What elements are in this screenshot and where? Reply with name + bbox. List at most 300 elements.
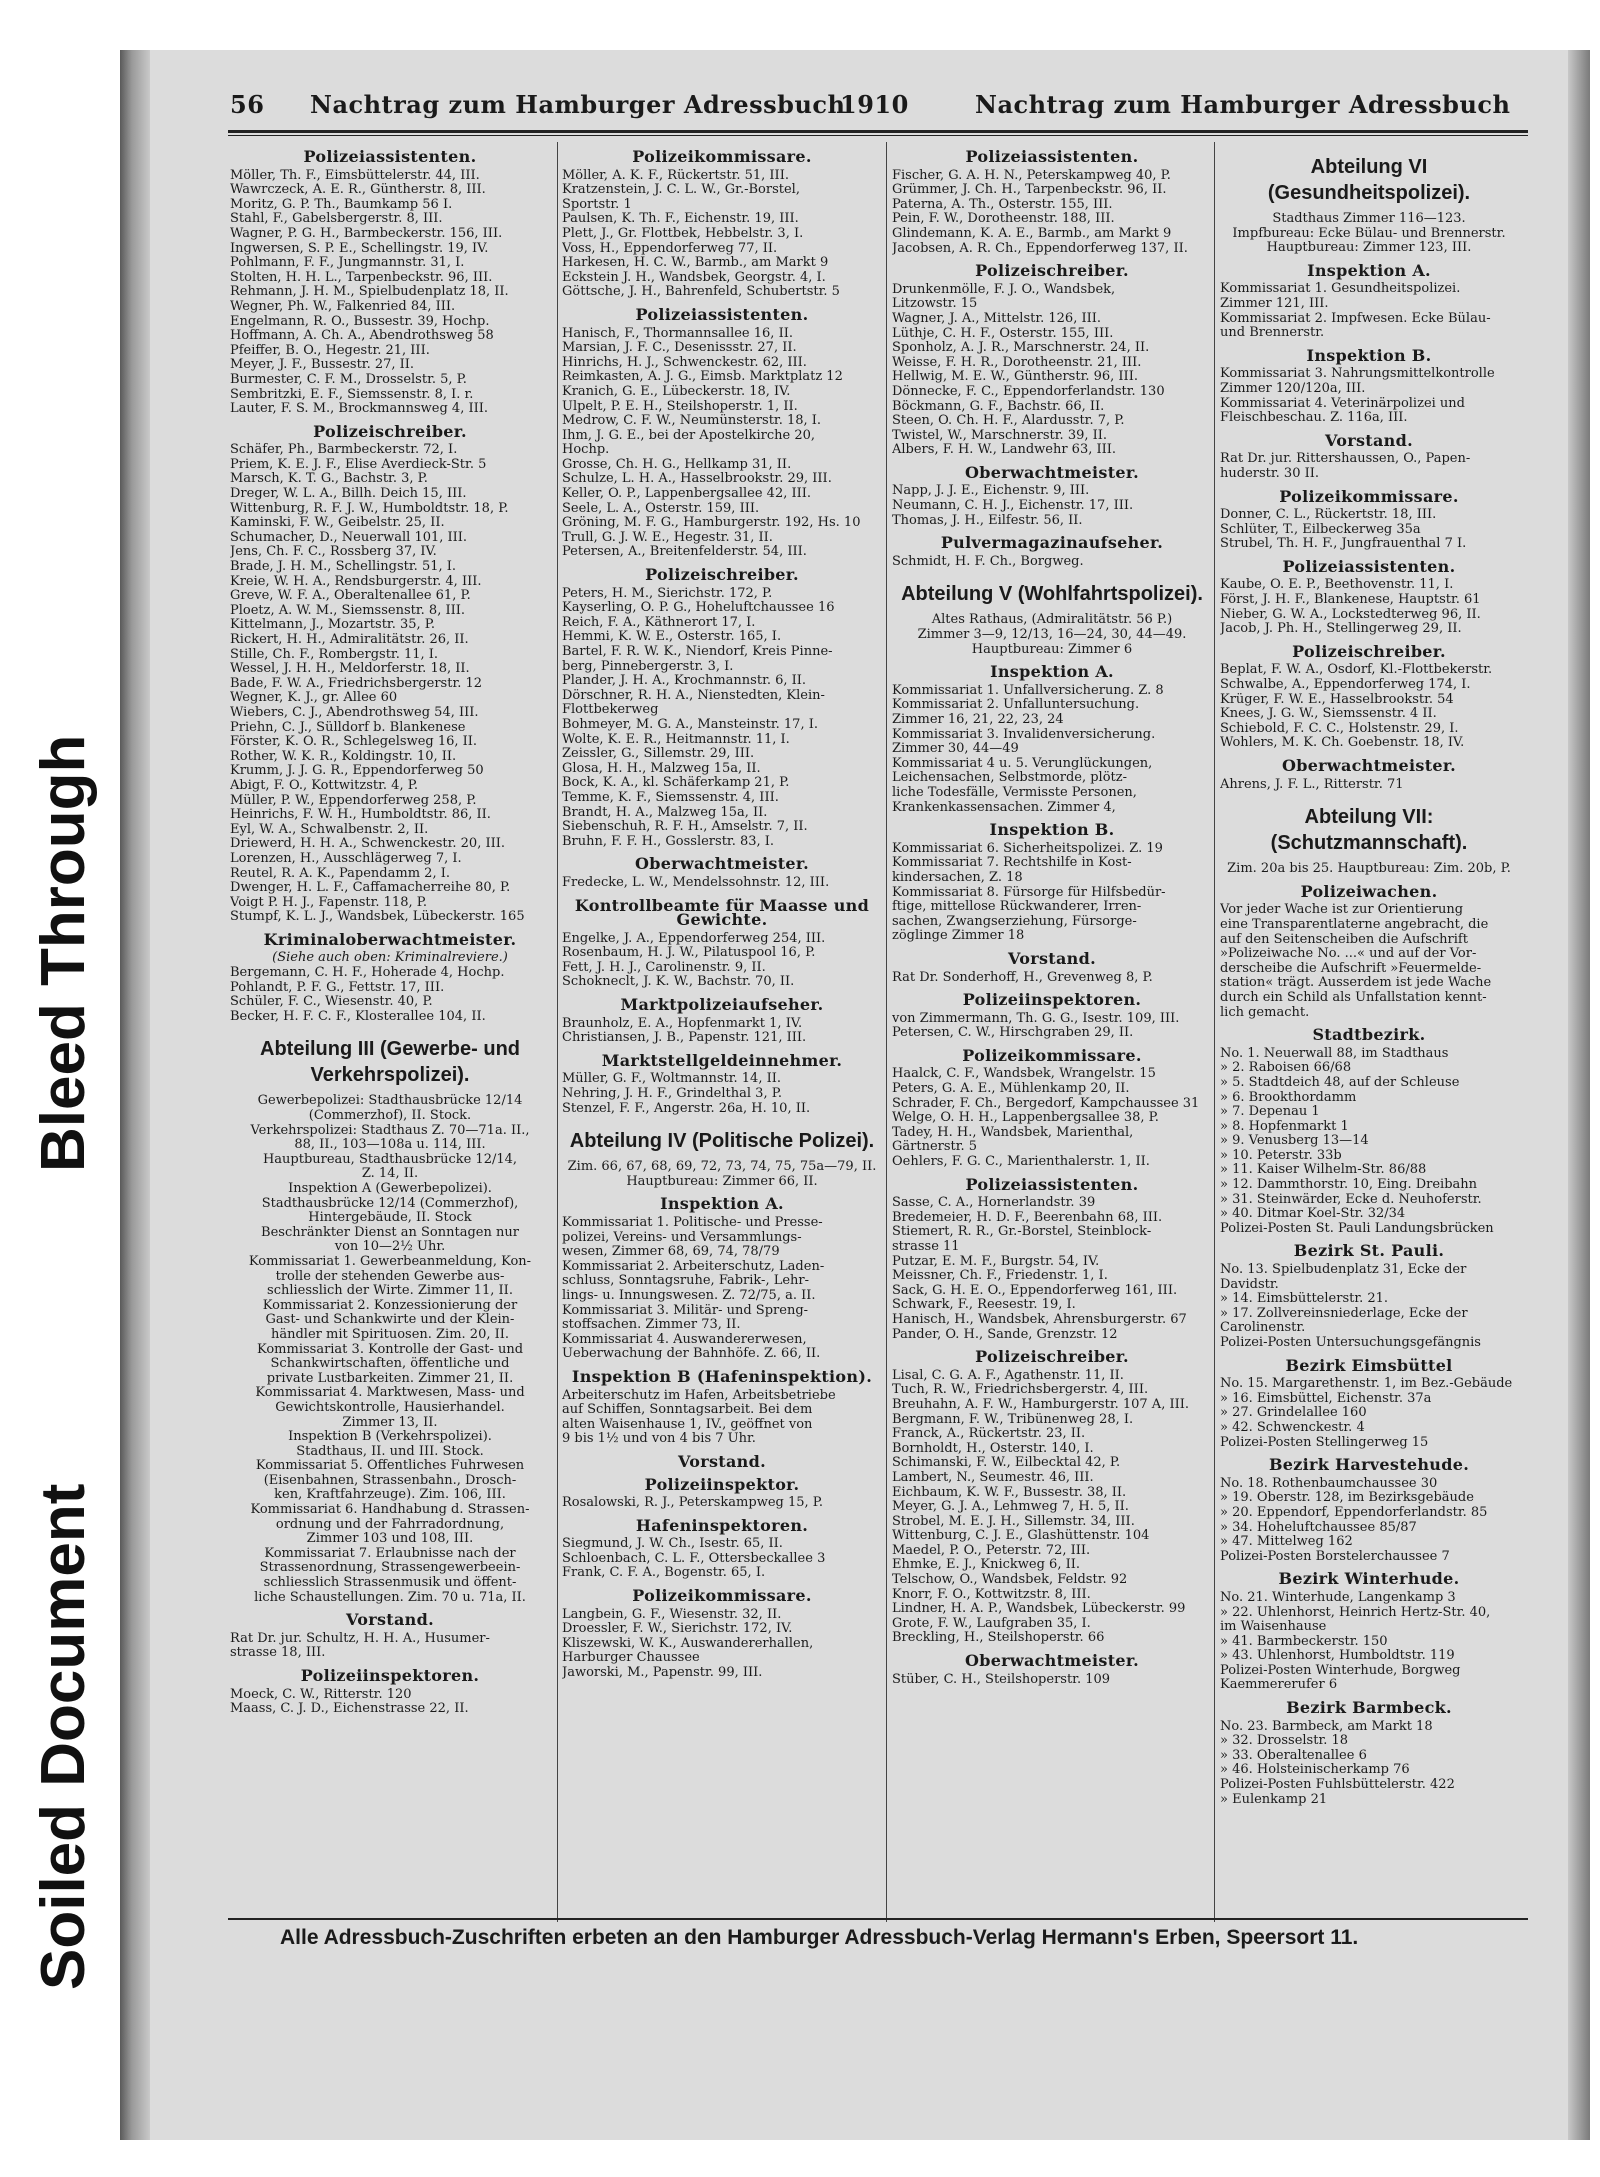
directory-entry: Schüler, F. C., Wiesenstr. 40, P. xyxy=(230,995,433,1010)
directory-entry: Eichbaum, K. W. F., Bussestr. 38, II. xyxy=(892,1485,1127,1500)
directory-entry: Zim. 20a bis 25. Hauptbureau: Zim. 20b, P. xyxy=(1227,862,1511,877)
directory-entry: Pander, O. H., Sande, Grenzstr. 12 xyxy=(892,1327,1118,1342)
directory-entry: Haalck, C. F., Wandsbek, Wrangelstr. 15 xyxy=(892,1067,1156,1082)
directory-entry: Brandt, H. A., Malzweg 15a, II. xyxy=(562,805,768,820)
directory-entry: Kayserling, O. P. G., Hoheluftchaussee 16 xyxy=(562,601,835,616)
directory-entry: Polizei-Posten Borstelerchaussee 7 xyxy=(1220,1549,1450,1564)
directory-entry: Krumm, J. J. G. R., Eppendorferweg 50 xyxy=(230,764,484,779)
directory-entry: Bartel, F. R. W. K., Niendorf, Kreis Pinne- xyxy=(562,645,833,659)
directory-entry: Lauter, F. S. M., Brockmannsweg 4, III. xyxy=(230,402,488,417)
directory-entry: Neumann, C. H. J., Eichenstr. 17, III. xyxy=(892,499,1134,514)
directory-entry: station« trägt. Ausserdem ist jede Wache xyxy=(1220,976,1492,991)
directory-entry: Kommissariat 3. Militär- und Spreng- xyxy=(562,1303,809,1318)
directory-entry: ftige, mittellose Rückwanderer, Irren- xyxy=(892,900,1142,915)
directory-entry: Donner, C. L., Rückertstr. 18, III. xyxy=(1220,508,1437,523)
directory-entry: Gewichtskontrolle, Hausierhandel. xyxy=(275,1400,505,1415)
directory-entry: Davidstr. xyxy=(1220,1277,1279,1292)
scanned-page xyxy=(120,50,1590,2140)
directory-entry: Schankwirtschaften, öffentliche und xyxy=(270,1357,510,1372)
directory-entry: Altes Rathaus, (Admiralitätstr. 56 P.) xyxy=(931,613,1173,628)
directory-entry: Sasse, C. A., Hornerlandstr. 39 xyxy=(892,1196,1096,1211)
directory-entry: Siebenschuh, R. F. H., Amselstr. 7, II. xyxy=(562,820,808,835)
directory-entry: Breckling, H., Steilshoperstr. 66 xyxy=(892,1631,1105,1646)
directory-entry: Zimmer 13, II. xyxy=(342,1415,438,1430)
directory-entry: Kommissariat 3. Nahrungsmittelkontrolle xyxy=(1220,367,1495,382)
directory-entry: Gärtnerstr. 5 xyxy=(892,1140,978,1155)
directory-entry: Bruhn, F. F. H., Gosslerstr. 83, I. xyxy=(562,834,775,849)
directory-entry: Maedel, P. O., Peterstr. 72, III. xyxy=(892,1543,1091,1558)
department-heading: Abteilung VI (Gesundheitspolizei). xyxy=(1267,156,1471,204)
directory-entry: » 20. Eppendorf, Eppendorferlandstr. 85 xyxy=(1220,1505,1488,1520)
section-note: (Siehe auch oben: Kriminalreviere.) xyxy=(272,951,508,966)
section-heading: Inspektion B. xyxy=(1306,345,1432,365)
directory-entry: Zeissler, G., Sillemstr. 29, III. xyxy=(562,747,755,762)
directory-entry: (Commerzhof), II. Stock. xyxy=(308,1109,472,1124)
directory-entry: Lambert, N., Seumestr. 46, III. xyxy=(892,1470,1094,1485)
directory-entry: Zimmer 3—9, 12/13, 16—24, 30, 44—49. xyxy=(917,628,1187,643)
directory-entry: Kratzenstein, J. C. L. W., Gr.-Borstel, xyxy=(562,183,800,198)
directory-entry: Kommissariat 3. Invalidenversicherung. xyxy=(892,727,1156,742)
directory-entry: Lisal, C. G. A. F., Agathenstr. 11, II. xyxy=(892,1368,1124,1383)
directory-entry: Schulze, L. H. A., Hasselbrookstr. 29, III. xyxy=(562,472,832,487)
directory-entry: Flottbekerweg xyxy=(562,703,659,718)
directory-entry: Pohlandt, P. F. G., Fettstr. 17, III. xyxy=(230,980,445,995)
directory-entry: Christiansen, J. B., Papenstr. 121, III. xyxy=(562,1031,807,1046)
section-heading: Polizeikommissare. xyxy=(1279,486,1459,506)
directory-entry: Wegner, Ph. W., Falkenried 84, III. xyxy=(230,299,456,314)
directory-entry: Lüthje, C. H. F., Osterstr. 155, III. xyxy=(892,326,1114,341)
directory-entry: Kommissariat 2. Unfalluntersuchung. xyxy=(892,698,1140,713)
directory-entry: » 42. Schwenckestr. 4 xyxy=(1220,1420,1365,1435)
directory-entry: Rosenbaum, H. J. W., Pilatuspool 16, P. xyxy=(562,946,816,961)
directory-entry: Hauptbureau: Zimmer 123, III. xyxy=(1266,241,1472,256)
directory-entry: » 2. Raboisen 66/68 xyxy=(1220,1061,1352,1076)
directory-entry: Hinrichs, H. J., Schwenckestr. 62, III. xyxy=(562,355,807,370)
directory-entry: Moeck, C. W., Ritterstr. 120 xyxy=(230,1687,412,1702)
directory-entry: Franck, A., Rückertstr. 23, II. xyxy=(892,1427,1086,1442)
section-heading: Vorstand. xyxy=(346,1610,434,1630)
directory-entry: 9 bis 1½ und von 4 bis 7 Uhr. xyxy=(562,1432,756,1447)
directory-entry: No. 15. Margarethenstr. 1, im Bez.-Gebäude xyxy=(1220,1377,1513,1392)
soiled-document-label: Soiled Document xyxy=(29,1483,98,1990)
directory-entry: » 5. Stadtdeich 48, auf der Schleuse xyxy=(1220,1075,1460,1090)
directory-entry: Impfbureau: Ecke Bülau- und Brennerstr. xyxy=(1232,226,1506,241)
directory-entry: Braunholz, E. A., Hopfenmarkt 1, IV. xyxy=(562,1016,803,1031)
directory-entry: » 8. Hopfenmarkt 1 xyxy=(1220,1119,1349,1134)
directory-entry: Frank, C. F. A., Bogenstr. 65, I. xyxy=(562,1566,766,1581)
directory-entry: berg, Pinnebergerstr. 3, I. xyxy=(562,659,734,674)
directory-entry: Kommissariat 1. Gewerbeanmeldung, Kon- xyxy=(248,1254,532,1269)
directory-entry: Kliszewski, W. K., Auswandererhallen, xyxy=(562,1636,814,1651)
directory-entry: Paulsen, K. Th. F., Eichenstr. 19, III. xyxy=(562,212,799,227)
directory-entry: ken, Kraftfahrzeuge). Zim. 106, III. xyxy=(274,1488,506,1503)
directory-entry: Vor jeder Wache ist zur Orientierung xyxy=(1220,903,1464,918)
directory-entry: Eyl, W. A., Schwalbenstr. 2, II. xyxy=(230,822,429,837)
directory-entry: trolle der stehenden Gewerbe aus- xyxy=(275,1269,505,1284)
directory-entry: Kommissariat 3. Kontrolle der Gast- und xyxy=(256,1342,524,1357)
directory-entry: » 43. Uhlenhorst, Humboldtstr. 119 xyxy=(1220,1649,1455,1664)
directory-entry: Twistel, W., Marschnerstr. 39, II. xyxy=(892,428,1108,443)
directory-entry: Stadthaus, II. und III. Stock. xyxy=(296,1444,484,1459)
header-rule xyxy=(228,130,1528,133)
section-heading: Bezirk Barmbeck. xyxy=(1286,1698,1452,1718)
directory-entry: Bock, K. A., kl. Schäferkamp 21, P. xyxy=(562,776,790,791)
directory-entry: Kaemmererufer 6 xyxy=(1220,1678,1338,1693)
directory-entry: Schokneclt, J. K. W., Bachstr. 70, II. xyxy=(562,975,795,990)
directory-entry: Jacob, J. Ph. H., Stellingerweg 29, II. xyxy=(1220,622,1462,637)
directory-entry: Beschränkter Dienst an Sonntagen nur xyxy=(261,1225,519,1240)
directory-entry: Stolten, H. H. L., Tarpenbeckstr. 96, III. xyxy=(230,270,493,285)
directory-entry: » 46. Holsteinischerkamp 76 xyxy=(1220,1763,1410,1778)
directory-entry: von 10—2½ Uhr. xyxy=(334,1240,446,1255)
section-heading: Bezirk Eimsbüttel xyxy=(1285,1355,1453,1375)
directory-entry: Schloenbach, C. L. F., Ottersbeckallee 3 xyxy=(562,1551,826,1566)
directory-entry: Kommissariat 2. Konzessionierung der xyxy=(262,1298,518,1313)
directory-entry: Bohmeyer, M. G. A., Mansteinstr. 17, I. xyxy=(562,717,818,732)
directory-entry: » 10. Peterstr. 33b xyxy=(1220,1148,1342,1163)
directory-entry: wesen, Zimmer 68, 69, 74, 78/79 xyxy=(562,1245,780,1260)
directory-entry: Zimmer 121, III. xyxy=(1220,296,1329,311)
directory-entry: Sponholz, A. J. R., Marschnerstr. 24, II. xyxy=(892,341,1150,356)
directory-entry: Grote, F. W., Laufgraben 35, I. xyxy=(892,1616,1091,1631)
directory-entry: stoffsachen. Zimmer 73, II. xyxy=(562,1318,741,1333)
directory-entry: Schlüter, T., Eilbeckerweg 35a xyxy=(1220,522,1421,537)
directory-entry: No. 23. Barmbeck, am Markt 18 xyxy=(1220,1719,1433,1734)
directory-entry: Först, J. H. F., Blankenese, Hauptstr. 61 xyxy=(1220,593,1481,608)
directory-entry: Kommissariat 4. Veterinärpolizei und xyxy=(1220,396,1465,411)
directory-entry: Priehn, C. J., Sülldorf b. Blankenese xyxy=(230,720,466,735)
directory-entry: Breuhahn, A. F. W., Hamburgerstr. 107 A, III. xyxy=(892,1397,1190,1412)
directory-entry: Pfeiffer, B. O., Hegestr. 21, III. xyxy=(230,343,430,358)
directory-entry: Verkehrspolizei: Stadthaus Z. 70—71a. II., xyxy=(250,1123,530,1138)
directory-entry: Grosse, Ch. H. G., Hellkamp 31, II. xyxy=(562,457,792,472)
directory-entry: eine Transparentlaterne angebracht, die xyxy=(1220,917,1489,932)
directory-entry: polizei, Vereins- und Versammlungs- xyxy=(562,1230,802,1245)
directory-entry: Seele, L. A., Osterstr. 159, III. xyxy=(562,501,760,516)
directory-entry: Gast- und Schankwirte und der Klein- xyxy=(265,1313,515,1328)
directory-entry: Kommissariat 5. Öffentliches Fuhrwesen xyxy=(255,1459,525,1474)
section-heading: Hafeninspektoren. xyxy=(635,1515,809,1535)
directory-entry: Wegner, K. J., gr. Allee 60 xyxy=(230,691,398,706)
directory-entry: schluss, Sonntagsruhe, Fabrik-, Lehr- xyxy=(562,1274,810,1289)
directory-entry: » 19. Oberstr. 128, im Bezirksgebäude xyxy=(1220,1491,1474,1506)
directory-entry: schliesslich der Wirte. Zimmer 11, II. xyxy=(267,1284,513,1299)
directory-entry: Marsian, J. F. C., Desenissstr. 27, II. xyxy=(562,341,797,356)
directory-entry: Kommissariat 2. Impfwesen. Ecke Bülau- xyxy=(1220,311,1491,326)
directory-entry: von Zimmermann, Th. G. G., Isestr. 109, III. xyxy=(892,1011,1180,1026)
directory-entry: Stiemert, R. R., Gr.-Borstel, Steinblock- xyxy=(892,1225,1152,1240)
directory-entry: Wittenburg, R. F. J. W., Humboldtstr. 18, P. xyxy=(230,501,509,516)
directory-entry: händler mit Spirituosen. Zim. 20, II. xyxy=(270,1327,510,1342)
header-rule-thin xyxy=(228,135,1528,136)
directory-entry: Albers, F. H. W., Landwehr 63, III. xyxy=(892,443,1117,458)
column-divider xyxy=(1214,142,1215,1922)
directory-entry: liche Todesfälle, Vermisste Personen, xyxy=(892,785,1137,800)
directory-entry: Zimmer 120/120a, III. xyxy=(1220,381,1366,396)
directory-entry: Ploetz, A. W. M., Siemssenstr. 8, III. xyxy=(230,603,465,618)
department-heading: Abteilung III (Gewerbe- und Verkehrspolizei). xyxy=(260,1038,520,1087)
directory-entry: Krüger, F. W. E., Hasselbrookstr. 54 xyxy=(1220,692,1454,707)
directory-entry: Petersen, C. W., Hirschgraben 29, II. xyxy=(892,1026,1134,1041)
directory-entry: Jacobsen, A. R. Ch., Eppendorferweg 137, II. xyxy=(892,241,1188,256)
directory-entry: Reutel, R. A. K., Papendamm 2, I. xyxy=(230,866,450,881)
department-heading: Abteilung VII: (Schutzmannschaft). xyxy=(1270,806,1468,855)
directory-entry: Putzar, E. M. F., Burgstr. 54, IV. xyxy=(892,1254,1100,1269)
directory-entry: » 34. Hoheluftchaussee 85/87 xyxy=(1220,1520,1417,1535)
directory-entry: kindersachen, Z. 18 xyxy=(892,870,1023,885)
directory-entry: » 7. Depenau 1 xyxy=(1220,1105,1320,1120)
directory-entry: Lorenzen, H., Ausschlägerweg 7, I. xyxy=(230,851,462,866)
page-number: 56 xyxy=(230,90,265,119)
directory-entry: Kommissariat 6. Sicherheitspolizei. Z. 19 xyxy=(892,841,1163,856)
directory-entry: Keller, O. P., Lappenbergsallee 42, III. xyxy=(562,487,812,502)
directory-entry: » 27. Grindelallee 160 xyxy=(1220,1406,1367,1421)
section-heading: Inspektion B (Hafeninspektion). xyxy=(571,1366,873,1386)
directory-entry: Bornholdt, H., Osterstr. 140, I. xyxy=(892,1441,1094,1456)
directory-entry: Hoffmann, A. Ch. A., Abendrothsweg 58 xyxy=(230,329,494,344)
directory-entry: strasse 18, III. xyxy=(230,1646,326,1661)
directory-entry: Schiebold, F. C. C., Holstenstr. 29, I. xyxy=(1220,721,1459,736)
directory-entry: Kommissariat 7. Erlaubnisse nach der xyxy=(264,1546,516,1561)
directory-entry: Weisse, F. H. R., Dorotheenstr. 21, III. xyxy=(892,355,1142,370)
directory-entry: Dwenger, H. L. F., Caffamacherreihe 80, P. xyxy=(230,881,511,896)
directory-entry: Polizei-Posten Winterhude, Borgweg xyxy=(1220,1663,1461,1678)
directory-entry: Zimmer 30, 44—49 xyxy=(892,742,1019,757)
directory-entry: » Eulenkamp 21 xyxy=(1220,1792,1328,1807)
directory-entry: Arbeiterschutz im Hafen, Arbeitsbetriebe xyxy=(562,1388,836,1403)
directory-entry: Rosalowski, R. J., Peterskampweg 15, P. xyxy=(562,1496,824,1511)
directory-entry: Engelke, J. A., Eppendorferweg 254, III. xyxy=(562,931,826,946)
directory-entry: Polizei-Posten Fuhlsbüttelerstr. 422 xyxy=(1220,1778,1455,1793)
directory-entry: Stadthaus Zimmer 116—123. xyxy=(1272,212,1466,226)
directory-entry: Schimanski, F. W., Eilbecktal 42, P. xyxy=(892,1456,1121,1471)
directory-entry: Litzowstr. 15 xyxy=(892,297,978,312)
directory-entry: lings- u. Innungswesen. Z. 72/75, a. II. xyxy=(562,1288,816,1303)
directory-entry: Wessel, J. H. H., Meldorferstr. 18, II. xyxy=(230,662,470,677)
directory-entry: Engelmann, R. O., Bussestr. 39, Hochp. xyxy=(230,314,490,329)
directory-entry: Kommissariat 2. Arbeiterschutz, Laden- xyxy=(562,1259,825,1274)
section-heading: Inspektion A. xyxy=(990,662,1114,682)
directory-entry: strasse 11 xyxy=(892,1240,960,1254)
directory-entry: Reich, F. A., Käthnerort 17, I. xyxy=(562,615,756,630)
directory-entry: Temme, K. F., Siemssenstr. 4, III. xyxy=(562,790,779,805)
directory-entry: Eckstein J. H., Wandsbek, Georgstr. 4, I. xyxy=(562,270,826,285)
directory-entry: Rat Dr. jur. Rittershaussen, O., Papen- xyxy=(1220,452,1471,467)
directory-entry: Möller, A. K. F., Rückertstr. 51, III. xyxy=(562,168,789,183)
directory-entry: Petersen, A., Breitenfelderstr. 54, III. xyxy=(562,545,807,560)
directory-entry: Rother, W. K. R., Koldingstr. 10, II. xyxy=(230,749,457,764)
directory-entry: Telschow, O., Wandsbek, Feldstr. 92 xyxy=(892,1573,1128,1588)
directory-entry: Maass, C. J. D., Eichenstrasse 22, II. xyxy=(230,1702,469,1717)
directory-entry: auf den Seitenscheiben die Aufschrift xyxy=(1220,932,1468,947)
section-heading: Inspektion A. xyxy=(660,1194,784,1214)
directory-entry: Kommissariat 1. Unfallversicherung. Z. 8 xyxy=(892,683,1164,698)
directory-entry: durch ein Schild als Unfallstation kennt- xyxy=(1220,990,1487,1005)
directory-entry: Hauptbureau: Zimmer 66, II. xyxy=(626,1174,818,1189)
directory-entry: Ingwersen, S. P. E., Schellingstr. 19, IV. xyxy=(230,241,489,256)
directory-entry: Strassenordnung, Strassengewerbeein- xyxy=(259,1561,521,1576)
directory-entry: Bredemeier, H. D. F., Beerenbahn 68, III. xyxy=(892,1210,1163,1225)
directory-entry: Rat Dr. jur. Schultz, H. H. A., Husumer- xyxy=(230,1631,490,1646)
directory-entry: Ehmke, E. J., Knickweg 6, II. xyxy=(892,1558,1080,1573)
directory-entry: » 47. Mittelweg 162 xyxy=(1220,1535,1353,1550)
directory-entry: Peters, H. M., Sierichstr. 172, P. xyxy=(562,586,773,601)
section-heading: Polizeiwachen. xyxy=(1300,881,1438,901)
directory-entry: Ihm, J. G. E., bei der Apostelkirche 20, xyxy=(562,428,815,443)
directory-entry: Stüber, C. H., Steilshoperstr. 109 xyxy=(892,1672,1111,1687)
directory-entry: zöglinge Zimmer 18 xyxy=(892,929,1025,944)
directory-entry: Drunkenmölle, F. J. O., Wandsbek, xyxy=(892,282,1116,297)
directory-entry: » 6. Brookthordamm xyxy=(1220,1090,1357,1105)
bleed-through-label: Bleed Through xyxy=(29,734,98,1172)
directory-entry: Nieber, G. W. A., Lockstedterweg 96, II. xyxy=(1220,607,1481,622)
section-heading: Polizeikommissare. xyxy=(632,1586,812,1606)
directory-entry: Jens, Ch. F. C., Rossberg 37, IV. xyxy=(230,545,437,560)
directory-entry: Knees, J. G. W., Siemssenstr. 4 II. xyxy=(1220,707,1437,722)
directory-entry: alten Waisenhause 1, IV., geöffnet von xyxy=(562,1417,813,1432)
directory-entry: Thomas, J. H., Eilfestr. 56, II. xyxy=(892,513,1083,528)
directory-entry: Inspektion A (Gewerbepolizei). xyxy=(288,1182,492,1196)
section-heading: Kriminaloberwachtmeister. xyxy=(263,929,517,949)
directory-entry: Kreie, W. H. A., Rendsburgerstr. 4, III. xyxy=(230,574,482,589)
directory-entry: Kommissariat 7. Rechtshilfe in Kost- xyxy=(892,856,1132,871)
directory-entry: Leichensachen, Selbstmorde, plötz- xyxy=(892,771,1128,786)
directory-entry: auf Schiffen, Sonntagsarbeit. Bei dem xyxy=(562,1403,813,1418)
column-3 xyxy=(892,142,1212,1687)
column-1 xyxy=(230,142,550,1717)
directory-entry: Zim. 66, 67, 68, 69, 72, 73, 74, 75, 75a—79, II. xyxy=(567,1160,877,1175)
directory-entry: Fischer, G. A. H. N., Peterskampweg 40, P. xyxy=(892,168,1171,183)
directory-entry: No. 18. Rothenbaumchaussee 30 xyxy=(1220,1476,1438,1491)
directory-entry: Dönnecke, F. C., Eppendorferlandstr. 130 xyxy=(892,384,1165,399)
directory-entry: » 12. Dammthorstr. 10, Eing. Dreibahn xyxy=(1220,1178,1478,1193)
directory-entry: Strubel, Th. H. F., Jungfrauenthal 7 I. xyxy=(1220,537,1467,552)
section-heading: Polizeischreiber. xyxy=(975,261,1129,281)
directory-entry: Kommissariat 4. Auswandererwesen, xyxy=(562,1332,807,1347)
directory-entry: Oehlers, F. G. C., Marienthalerstr. 1, II. xyxy=(892,1155,1150,1170)
directory-entry: Bergemann, C. H. F., Hoherade 4, Hochp. xyxy=(230,966,505,981)
directory-entry: Reimkasten, A. J. G., Eimsb. Marktplatz 12 xyxy=(562,370,843,385)
section-heading: Polizeischreiber. xyxy=(975,1347,1129,1367)
directory-entry: Carolinenstr. xyxy=(1220,1321,1306,1336)
directory-entry: Peters, G. A. E., Mühlenkamp 20, II. xyxy=(892,1082,1130,1097)
directory-entry: Ahrens, J. F. L., Ritterstr. 71 xyxy=(1220,777,1404,792)
directory-entry: » 33. Oberaltenallee 6 xyxy=(1220,1748,1367,1763)
directory-entry: Marsch, K. T. G., Bachstr. 3, P. xyxy=(230,472,428,487)
directory-entry: Droessler, F. W., Sierichstr. 172, IV. xyxy=(562,1622,793,1637)
directory-entry: Stille, Ch. F., Rombergstr. 11, I. xyxy=(230,647,439,662)
directory-entry: Hellwig, M. E. W., Güntherstr. 96, III. xyxy=(892,370,1138,385)
section-heading: Polizeischreiber. xyxy=(645,565,799,585)
directory-entry: Kommissariat 4 u. 5. Verunglückungen, xyxy=(892,756,1153,771)
directory-entry: Sembritzki, E. F., Siemssenstr. 8, I. r. xyxy=(230,387,474,402)
directory-entry: Göttsche, J. H., Bahrenfeld, Schubertstr. 5 xyxy=(562,285,840,300)
directory-entry: » 14. Eimsbüttelerstr. 21. xyxy=(1220,1292,1389,1307)
directory-entry: Dörschner, R. H. A., Nienstedten, Klein- xyxy=(562,688,825,703)
section-heading: Oberwachtmeister. xyxy=(964,462,1140,482)
directory-entry: Müller, G. F., Woltmannstr. 14, II. xyxy=(562,1072,781,1087)
directory-entry: schliesslich Strassenmusik und öffent- xyxy=(263,1576,517,1591)
directory-entry: Dreger, W. L. A., Billh. Deich 15, III. xyxy=(230,487,467,502)
directory-entry: Wagner, P. G. H., Barmbeckerstr. 156, III. xyxy=(230,226,503,241)
directory-entry: Zimmer 16, 21, 22, 23, 24 xyxy=(892,713,1064,727)
directory-entry: Driewerd, H. H. A., Schwenckestr. 20, III. xyxy=(230,837,505,852)
directory-entry: Polizei-Posten St. Pauli Landungsbrücken xyxy=(1220,1221,1494,1236)
directory-entry: Kittelmann, J., Mozartstr. 35, P. xyxy=(230,618,436,633)
directory-entry: Paterna, A. Th., Osterstr. 155, III. xyxy=(892,197,1113,212)
directory-entry: Wohlers, M. K. Ch. Goebenstr. 18, IV. xyxy=(1220,736,1465,751)
directory-entry: liche Schaustellungen. Zim. 70 u. 71a, II. xyxy=(254,1590,526,1605)
directory-entry: Pein, F. W., Dorotheenstr. 188, III. xyxy=(892,212,1115,227)
directory-entry: Zimmer 103 und 108, III. xyxy=(306,1532,474,1547)
directory-entry: Welge, O. H. H., Lappenbergsallee 38, P. xyxy=(892,1111,1159,1126)
column-divider xyxy=(886,142,887,1922)
directory-entry: Böckmann, G. F., Bachstr. 66, II. xyxy=(892,399,1105,414)
directory-entry: Brade, J. H. M., Schellingstr. 51, I. xyxy=(230,560,457,575)
directory-entry: » 11. Kaiser Wilhelm-Str. 86/88 xyxy=(1220,1163,1427,1178)
directory-entry: Gröning, M. F. G., Hamburgerstr. 192, Hs. 10 xyxy=(562,516,861,531)
directory-entry: Müller, P. W., Eppendorferweg 258, P. xyxy=(230,793,477,808)
directory-entry: Trull, G. J. W. E., Hegestr. 31, II. xyxy=(562,530,773,545)
directory-entry: Kaminski, F. W., Geibelstr. 25, II. xyxy=(230,516,445,531)
footer-notice: Alle Adressbuch-Zuschriften erbeten an den Hamburger Adressbuch-Verlag Hermann's Erben, Speersort 11. xyxy=(280,1926,1359,1949)
directory-entry: Wiebers, C. J., Abendrothsweg 54, III. xyxy=(230,705,479,720)
directory-entry: Becker, H. F. C. F., Klosterallee 104, II. xyxy=(230,1009,486,1024)
directory-entry: Greve, W. F. A., Oberaltenallee 61, P. xyxy=(230,589,471,604)
section-heading: Vorstand. xyxy=(678,1451,766,1471)
section-heading: Kontrollbeamte für Maasse und Gewichte. xyxy=(574,895,870,930)
directory-entry: Hemmi, K. W. E., Osterstr. 165, I. xyxy=(562,630,782,645)
directory-entry: Steen, O. Ch. H. F., Alardusstr. 7, P. xyxy=(892,414,1125,429)
header-title-right: Nachtrag zum Hamburger Adressbuch xyxy=(975,90,1511,119)
directory-entry: Hintergebäude, II. Stock xyxy=(308,1211,472,1226)
directory-entry: Schumacher, D., Neuerwall 101, III. xyxy=(230,530,468,545)
section-heading: Polizeiassistenten. xyxy=(965,1174,1139,1194)
directory-entry: Hochp. xyxy=(562,443,610,458)
directory-entry: Stumpf, K. L. J., Wandsbek, Lübeckerstr. 165 xyxy=(230,910,525,925)
section-heading: Polizeiassistenten. xyxy=(303,147,477,166)
directory-entry: Langbein, G. F., Wiesenstr. 32, II. xyxy=(562,1607,782,1622)
directory-entry: Meyer, G. J. A., Lehmweg 7, H. 5, II. xyxy=(892,1500,1129,1515)
directory-entry: Schäfer, Ph., Barmbeckerstr. 72, I. xyxy=(230,443,458,458)
directory-entry: Harkesen, H. C. W., Barmb., am Markt 9 xyxy=(562,256,829,271)
directory-entry: Priem, K. E. J. F., Elise Averdieck-Str. 5 xyxy=(230,457,487,472)
directory-entry: Nehring, J. H. F., Grindelthal 3, P. xyxy=(562,1087,782,1102)
section-heading: Polizeischreiber. xyxy=(1292,641,1446,661)
directory-entry: Fleischbeschau. Z. 116a, III. xyxy=(1220,411,1408,426)
section-heading: Stadtbezirk. xyxy=(1312,1025,1426,1045)
directory-entry: Abigt, F. O., Kottwitzstr. 4, P. xyxy=(230,778,418,793)
directory-entry: Harburger Chaussee xyxy=(562,1651,700,1666)
section-heading: Polizeiinspektoren. xyxy=(962,990,1142,1010)
section-heading: Bezirk St. Pauli. xyxy=(1293,1241,1445,1261)
directory-entry: Ulpelt, P. E. H., Steilshoperstr. 1, II. xyxy=(562,399,798,414)
directory-entry: Siegmund, J. W. Ch., Isestr. 65, II. xyxy=(562,1537,783,1552)
directory-entry: Lindner, H. A. P., Wandsbek, Lübeckerstr. 99 xyxy=(892,1602,1186,1617)
directory-entry: Schwark, F., Reesestr. 19, I. xyxy=(892,1298,1076,1313)
directory-entry: » 40. Ditmar Koel-Str. 32/34 xyxy=(1220,1207,1406,1222)
directory-entry: Stahl, F., Gabelsbergerstr. 8, III. xyxy=(230,212,443,227)
section-heading: Polizeiassistenten. xyxy=(965,147,1139,166)
department-heading: Abteilung IV (Politische Polizei). xyxy=(569,1130,875,1153)
directory-entry: Knorr, F. O., Kottwitzstr. 8, III. xyxy=(892,1587,1091,1602)
directory-entry: Sack, G. H. E. O., Eppendorferweg 161, III. xyxy=(892,1283,1178,1298)
directory-entry: Glindemann, K. A. E., Barmb., am Markt 9 xyxy=(892,226,1172,241)
section-heading: Polizeikommissare. xyxy=(962,1045,1142,1065)
column-2 xyxy=(562,142,882,1681)
page-header xyxy=(230,90,1530,130)
directory-entry: Kommissariat 4. Marktwesen, Mass- und xyxy=(255,1386,525,1401)
